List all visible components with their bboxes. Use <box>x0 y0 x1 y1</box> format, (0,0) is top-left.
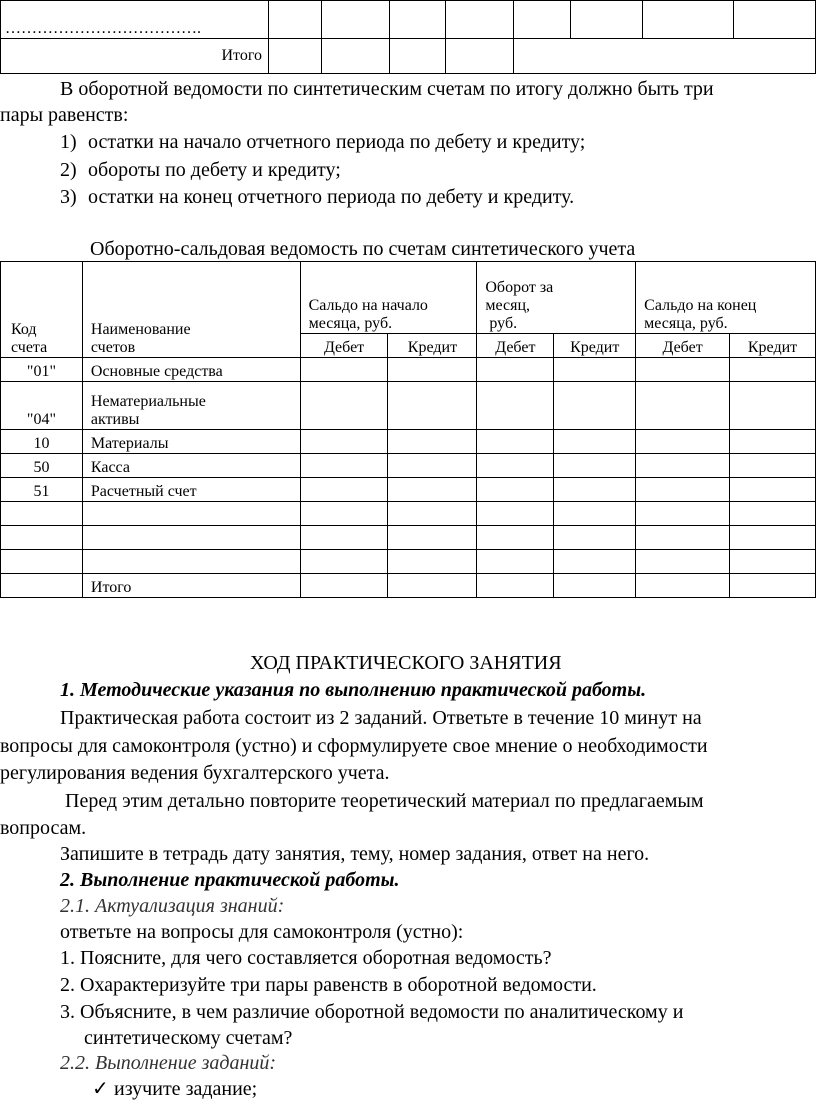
intro-line-1: В оборотной ведомости по синтетическим счетам по итогу должно быть три <box>60 78 714 100</box>
section-2-heading: 2. Выполнение практической работы. <box>60 869 400 891</box>
s1-para1-line2: вопросы для самоконтроля (устно) и сформулируете свое мнение о необходимости <box>0 735 708 757</box>
question-2: 2. Охарактеризуйте три пары равенств в оборотной ведомости. <box>60 974 597 996</box>
checkmark-icon: ✓ <box>92 1078 109 1100</box>
intro-item-3: 3) остатки на конец отчетного периода по дебету и кредиту. <box>60 186 575 208</box>
table-row-empty <box>1 502 816 526</box>
question-3-cont: синтетическому счетам? <box>84 1027 293 1049</box>
table-row <box>1 430 816 454</box>
row-name: Нематериальные активы <box>82 382 300 430</box>
s1-para3: Запишите в тетрадь дату занятия, тему, номер задания, ответ на него. <box>60 843 650 865</box>
header-open-credit: Кредит <box>388 334 477 358</box>
header-open-debit: Дебет <box>300 334 388 358</box>
s1-para1-line3: регулирования ведения бухгалтерского учета. <box>0 762 390 784</box>
section-22-heading: 2.2. Выполнение заданий: <box>60 1052 277 1074</box>
row-name: Касса <box>82 454 300 478</box>
section-heading: ХОД ПРАКТИЧЕСКОГО ЗАНЯТИЯ <box>250 652 562 674</box>
header-opening-balance: Сальдо на начало месяца, руб. <box>300 262 477 334</box>
intro-line-2: пары равенств: <box>0 104 129 126</box>
row-code: "01" <box>1 358 83 382</box>
section-21-heading: 2.1. Актуализация знаний: <box>60 895 285 917</box>
header-turnover: Оборот за месяц, руб. <box>477 262 636 334</box>
intro-item-1: 1) остатки на начало отчетного периода по дебету и кредиту; <box>60 131 586 153</box>
row-name: Основные средства <box>82 358 300 382</box>
header-name: Наименование счетов <box>82 262 300 358</box>
top-table-dots-cell: ………………………………. <box>1 1 269 39</box>
header-turn-debit: Дебет <box>477 334 554 358</box>
turnover-table <box>0 261 816 598</box>
s1-para2-line1: Перед этим детально повторите теоретический материал по предлагаемым <box>65 790 704 812</box>
row-code: 50 <box>1 454 83 478</box>
header-turn-credit: Кредит <box>554 334 636 358</box>
header-close-debit: Дебет <box>636 334 730 358</box>
s1-para1-line1: Практическая работа состоит из 2 заданий. Ответьте в течение 10 минут на <box>60 707 702 729</box>
s21-lead: ответьте на вопросы для самоконтроля (устно): <box>60 921 464 943</box>
question-1: 1. Поясните, для чего составляется оборотная ведомость? <box>60 947 552 969</box>
row-name: Расчетный счет <box>82 478 300 502</box>
top-table-total-cell: Итого <box>1 39 269 74</box>
header-close-credit: Кредит <box>730 334 816 358</box>
table-row-empty <box>1 526 816 550</box>
row-code: 10 <box>1 430 83 454</box>
table-row <box>1 382 816 430</box>
s1-para2-line2: вопросам. <box>0 817 87 839</box>
intro-item-2: 2) обороты по дебету и кредиту; <box>60 159 341 181</box>
row-name: Материалы <box>82 430 300 454</box>
total-label: Итого <box>82 574 300 598</box>
header-code: Код счета <box>1 262 83 358</box>
row-code: "04" <box>1 382 83 430</box>
table-title: Оборотно-сальдовая ведомость по счетам синтетического учета <box>90 238 636 260</box>
question-3: 3. Объясните, в чем различие оборотной ведомости по аналитическому и <box>60 1001 684 1023</box>
table-row <box>1 454 816 478</box>
check-item: ✓ изучите задание; <box>92 1078 258 1100</box>
header-closing-balance: Сальдо на конец месяца, руб. <box>636 262 816 334</box>
top-table <box>0 0 816 74</box>
table-row-total <box>1 574 816 598</box>
section-1-heading: 1. Методические указания по выполнению практической работы. <box>60 679 647 701</box>
table-row <box>1 358 816 382</box>
table-row <box>1 478 816 502</box>
table-row-empty <box>1 550 816 574</box>
row-code: 51 <box>1 478 83 502</box>
